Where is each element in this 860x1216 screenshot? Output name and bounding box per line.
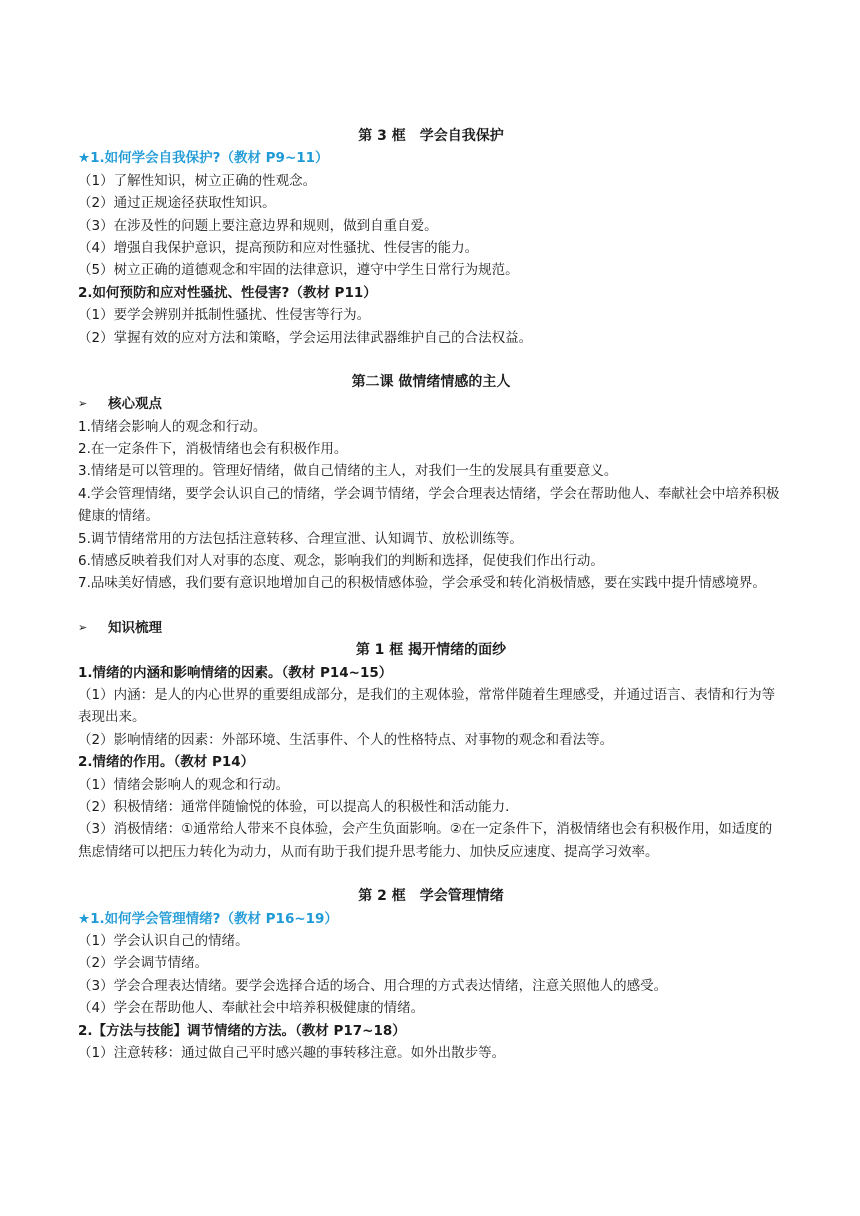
list-item: （4）增强自我保护意识，提高预防和应对性骚扰、性侵害的能力。 — [78, 239, 479, 256]
list-item: （3）在涉及性的问题上要注意边界和规则，做到自重自爱。 — [78, 217, 438, 234]
arrow-bullet-icon: ➢ — [78, 620, 88, 634]
question-heading: 1.情绪的内涵和影响情绪的因素。（教材 P14~15） — [78, 664, 393, 681]
section-title: 第 3 框 学会自我保护 — [358, 128, 504, 144]
list-item: （1）要学会辨别并抵制性骚扰、性侵害等行为。 — [78, 307, 371, 324]
list-item: （2）掌握有效的应对方法和策略，学会运用法律武器维护自己的合法权益。 — [78, 329, 533, 346]
list-item: （4）学会在帮助他人、奉献社会中培养积极健康的情绪。 — [78, 1000, 425, 1017]
list-item: （2）积极情绪：通常伴随愉悦的体验，可以提高人的积极性和活动能力. — [78, 799, 510, 816]
arrow-bullet-icon: ➢ — [78, 397, 88, 411]
list-item: （2）通过正规途径获取性知识。 — [78, 195, 276, 212]
question-heading: ★1.如何学会管理情绪?（教材 P16~19） — [78, 910, 338, 927]
knowledge-heading — [78, 617, 784, 639]
list-item: 7.品味美好情感，我们要有意识地增加自己的积极情感体验，学会承受和转化消极情感，要在实践中提升情感境界。 — [78, 575, 766, 592]
list-item: （1）注意转移：通过做自己平时感兴趣的事转移注意。如外出散步等。 — [78, 1044, 506, 1061]
list-item: 3.情绪是可以管理的。管理好情绪，做自己情绪的主人，对我们一生的发展具有重要意义。 — [78, 463, 618, 480]
question-heading: 2.如何预防和应对性骚扰、性侵害?（教材 P11） — [78, 284, 377, 301]
knowledge-heading-label: 知识梳理 — [108, 619, 162, 636]
list-item: 1.情绪会影响人的观念和行动。 — [78, 418, 267, 435]
question-heading: 2.情绪的作用。（教材 P14） — [78, 754, 255, 771]
list-item: （3）学会合理表达情绪。要学会选择合适的场合、用合理的方式表达情绪，注意关照他人的感受。 — [78, 977, 668, 994]
lesson-title: 第二课 做情绪情感的主人 — [351, 373, 511, 390]
list-item: （2）影响情绪的因素：外部环境、生活事件、个人的性格特点、对事物的观念和看法等。 — [78, 731, 614, 748]
list-item: 2.在一定条件下，消极情绪也会有积极作用。 — [78, 441, 348, 458]
document-page — [78, 125, 784, 1064]
list-item: （2）学会调节情绪。 — [78, 955, 209, 972]
list-item: （1）内涵：是人的内心世界的重要组成部分，是我们的主观体验，常常伴随着生理感受，并通过语言、表情和行为等表现出来。 — [78, 687, 776, 726]
list-item: （1）了解性知识，树立正确的性观念。 — [78, 172, 317, 189]
list-item: 4.学会管理情绪，要学会认识自己的情绪，学会调节情绪，学会合理表达情绪，学会在帮助他人、奉献社会中培养积极健康的情绪。 — [78, 485, 780, 525]
list-item: 6.情感反映着我们对人对事的态度、观念，影响我们的判断和选择，促使我们作出行动。 — [78, 553, 604, 570]
question-heading: ★1.如何学会自我保护?（教材 P9~11） — [78, 150, 329, 167]
question-heading: 2.【方法与技能】调节情绪的方法。（教材 P17~18） — [78, 1022, 406, 1039]
core-heading — [78, 393, 784, 415]
core-heading-label: 核心观点 — [108, 396, 162, 413]
list-item: （3）消极情绪：①通常给人带来不良体验，会产生负面影响。②在一定条件下，消极情绪也会有积极作用，如适度的焦虑情绪可以把压力转化为动力，从而有助于我们提升思考能力、加快反应速度、提高学习效率。 — [78, 821, 773, 860]
list-item: （5）树立正确的道德观念和牢固的法律意识，遵守中学生日常行为规范。 — [78, 262, 519, 279]
list-item: （1）情绪会影响人的观念和行动。 — [78, 776, 290, 793]
list-item: （1）学会认识自己的情绪。 — [78, 933, 249, 949]
section-title: 第 2 框 学会管理情绪 — [358, 888, 504, 905]
list-item: 5.调节情绪常用的方法包括注意转移、合理宣泄、认知调节、放松训练等。 — [78, 530, 523, 547]
section-title: 第 1 框 揭开情绪的面纱 — [355, 642, 507, 659]
